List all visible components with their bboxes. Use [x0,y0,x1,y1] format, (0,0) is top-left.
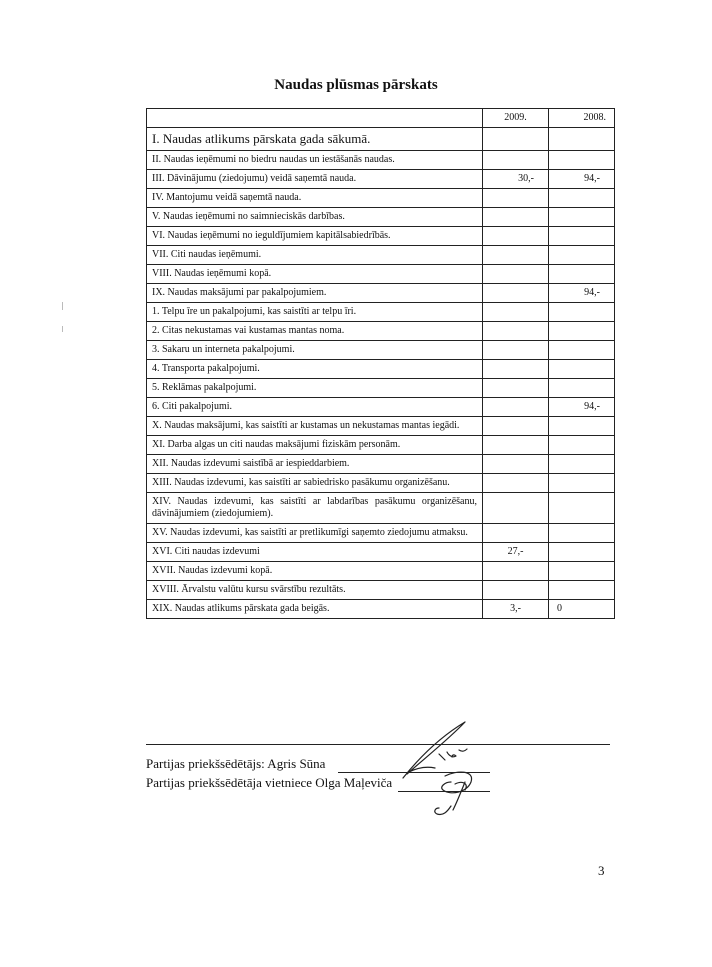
row-value-2008 [549,341,615,360]
table-row [147,398,615,417]
table-row [147,208,615,227]
row-label: I. Naudas atlikums pārskata gada sākumā. [147,128,483,151]
row-label: XIX. Naudas atlikums pārskata gada beigās. [147,600,483,619]
scan-margin-mark [62,302,63,310]
row-value-2008 [549,303,615,322]
signature-row-vice-chair [146,775,392,791]
table-row [147,189,615,208]
table-row [147,455,615,474]
row-value-2009 [483,493,549,524]
row-value-2009 [483,398,549,417]
table-row [147,246,615,265]
row-value-2008 [549,417,615,436]
cash-flow-table [146,108,615,619]
row-value-2008: 94,- [549,284,615,303]
row-value-2009: 3,- [483,600,549,619]
page-title: Naudas plūsmas pārskats [274,77,438,93]
row-value-2009 [483,265,549,284]
row-label: XI. Darba algas un citi naudas maksājumi fiziskām personām. [147,436,483,455]
row-label: 5. Reklāmas pakalpojumi. [147,379,483,398]
row-value-2008 [549,524,615,543]
row-value-2009 [483,284,549,303]
row-value-2009 [483,436,549,455]
table-row [147,600,615,619]
row-label: XVIII. Ārvalstu valūtu kursu svārstību rezultāts. [147,581,483,600]
row-label: 4. Transporta pakalpojumi. [147,360,483,379]
row-label: VII. Citi naudas ieņēmumi. [147,246,483,265]
row-value-2009: 30,- [483,170,549,189]
table-row [147,303,615,322]
row-value-2008 [549,208,615,227]
page-number: 3 [598,863,605,878]
header-cell-label [147,109,483,128]
row-value-2008 [549,581,615,600]
header-cell-2008: 2008. [549,109,615,128]
row-value-2009 [483,322,549,341]
row-value-2009 [483,562,549,581]
table-header-row [147,109,615,128]
handwritten-signatures [395,718,495,828]
row-value-2008 [549,379,615,398]
row-value-2008 [549,246,615,265]
table-row [147,322,615,341]
row-value-2008 [549,322,615,341]
row-value-2009 [483,581,549,600]
row-label: IX. Naudas maksājumi par pakalpojumiem. [147,284,483,303]
table-row [147,524,615,543]
row-value-2008: 0 [549,600,615,619]
table-row [147,128,615,151]
row-value-2008 [549,151,615,170]
table-row [147,474,615,493]
chair-signature-label: Partijas priekšsēdētājs: Agris Sūna [146,756,326,771]
vice-chair-signature-label: Partijas priekšsēdētāja vietniece Olga Maļeviča [146,775,393,790]
scan-margin-mark [62,326,63,332]
row-label: VIII. Naudas ieņēmumi kopā. [147,265,483,284]
row-label: II. Naudas ieņēmumi no biedru naudas un iestāšanās naudas. [147,151,483,170]
table-row [147,436,615,455]
row-label: XVII. Naudas izdevumi kopā. [147,562,483,581]
row-value-2009 [483,417,549,436]
row-value-2009 [483,379,549,398]
table-row [147,170,615,189]
table-row [147,581,615,600]
row-label: XV. Naudas izdevumi, kas saistīti ar pretlikumīgi saņemto ziedojumu atmaksu. [147,524,483,543]
row-value-2009 [483,208,549,227]
row-value-2008: 94,- [549,398,615,417]
row-value-2009: 27,- [483,543,549,562]
row-value-2008 [549,436,615,455]
row-value-2008 [549,360,615,379]
row-label: XIII. Naudas izdevumi, kas saistīti ar sabiedrisko pasākumu organizēšanu. [147,474,483,493]
row-label: VI. Naudas ieņēmumi no ieguldījumiem kapitālsabiedrībās. [147,227,483,246]
table-row [147,284,615,303]
row-value-2009 [483,246,549,265]
row-label: XIV. Naudas izdevumi, kas saistīti ar labdarības pasākumu organizēšanu, dāvinājumiem (ziedojumiem). [147,493,483,524]
row-label: 6. Citi pakalpojumi. [147,398,483,417]
row-value-2008 [549,562,615,581]
table-row [147,227,615,246]
row-value-2008 [549,227,615,246]
row-value-2008 [549,265,615,284]
table-row [147,360,615,379]
row-value-2008 [549,474,615,493]
table-row [147,493,615,524]
row-value-2008: 94,- [549,170,615,189]
row-label: XII. Naudas izdevumi saistībā ar iespieddarbiem. [147,455,483,474]
row-value-2009 [483,455,549,474]
row-value-2008 [549,543,615,562]
header-cell-2009: 2009. [483,109,549,128]
table-row [147,562,615,581]
row-label: III. Dāvinājumu (ziedojumu) veidā saņemtā nauda. [147,170,483,189]
row-label: 2. Citas nekustamas vai kustamas mantas noma. [147,322,483,341]
row-label: IV. Mantojumu veidā saņemtā nauda. [147,189,483,208]
signature-row-chair [146,756,325,772]
row-value-2009 [483,360,549,379]
row-value-2008 [549,493,615,524]
row-value-2009 [483,151,549,170]
row-value-2009 [483,227,549,246]
row-value-2009 [483,341,549,360]
row-value-2009 [483,303,549,322]
row-value-2008 [549,128,615,151]
vice-chair-signature-stroke [435,772,472,814]
signature-divider [146,744,610,745]
row-label: 1. Telpu īre un pakalpojumi, kas saistīti ar telpu īri. [147,303,483,322]
table-row [147,341,615,360]
table-row [147,543,615,562]
table-row [147,417,615,436]
row-value-2009 [483,128,549,151]
table-row [147,151,615,170]
row-label: XVI. Citi naudas izdevumi [147,543,483,562]
row-value-2008 [549,455,615,474]
row-value-2009 [483,524,549,543]
row-value-2009 [483,189,549,208]
table-row [147,265,615,284]
row-value-2008 [549,189,615,208]
table-row [147,379,615,398]
row-label: 3. Sakaru un interneta pakalpojumi. [147,341,483,360]
row-value-2009 [483,474,549,493]
row-label: V. Naudas ieņēmumi no saimnieciskās darbības. [147,208,483,227]
row-label: X. Naudas maksājumi, kas saistīti ar kustamas un nekustamas mantas iegādi. [147,417,483,436]
chair-signature-stroke [403,722,467,778]
